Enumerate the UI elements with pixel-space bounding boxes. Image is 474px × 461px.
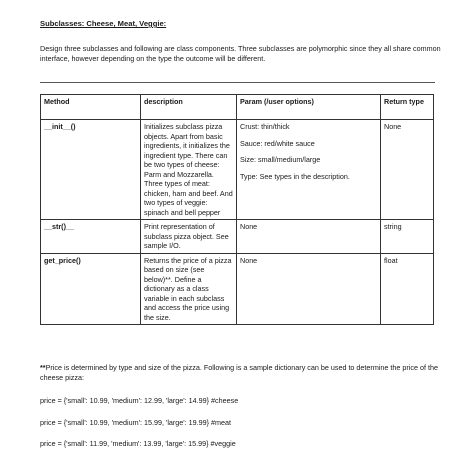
method-name: __str()__ bbox=[41, 220, 141, 254]
note-text: Price is determined by type and size of the pizza. Following is a sample dictionary can be used to determine the price of the cheese pizza: bbox=[40, 363, 438, 382]
param-item: None bbox=[240, 255, 258, 265]
header-method: Method bbox=[41, 95, 141, 120]
section-heading: Subclasses: Cheese, Meat, Veggie: bbox=[40, 19, 167, 28]
method-description: Returns the price of a pizza based on size (see below)**. Define a dictionary as a class variable in each subclass and access the price using the size. bbox=[141, 253, 237, 325]
header-params: Param (/user options) bbox=[237, 95, 381, 120]
param-item: None bbox=[240, 222, 258, 231]
param-item: Crust: thin/thick bbox=[240, 122, 290, 131]
method-return-type: None bbox=[381, 120, 434, 220]
price-dict-veggie: price = {'small': 11.99, 'medium': 13.99, 'large': 15.99} #veggie bbox=[40, 439, 236, 448]
method-params bbox=[237, 220, 381, 254]
header-return-type: Return type bbox=[381, 95, 434, 120]
horizontal-rule bbox=[40, 82, 435, 83]
header-description: description bbox=[141, 95, 237, 120]
table-row bbox=[41, 253, 434, 325]
methods-table bbox=[40, 94, 434, 325]
price-note bbox=[40, 363, 440, 382]
param-item: Size: small/medium/large bbox=[240, 155, 321, 164]
method-return-type: string bbox=[381, 220, 434, 254]
param-item: Sauce: red/white sauce bbox=[240, 138, 315, 148]
intro-paragraph: Design three subclasses and following are class components. Three subclasses are polymorphic since they all share common interface, however depending on the type the outcome will be different. bbox=[40, 44, 441, 63]
price-dict-meat: price = {'small': 10.99, 'medium': 15.99, 'large': 19.99} #meat bbox=[40, 418, 232, 427]
method-name: get_price() bbox=[41, 253, 141, 325]
price-dict-cheese: price = {'small': 10.99, 'medium': 12.99, 'large': 14.99} #cheese bbox=[40, 396, 239, 405]
method-return-type: float bbox=[381, 253, 434, 325]
table-header-row bbox=[41, 95, 434, 120]
method-description: Print representation of subclass pizza object. See sample I/O. bbox=[141, 220, 237, 254]
table-row bbox=[41, 220, 434, 254]
method-params bbox=[237, 120, 381, 220]
param-item: Type: See types in the description. bbox=[240, 171, 350, 181]
note-marker: ** bbox=[40, 363, 46, 372]
table-row bbox=[41, 120, 434, 220]
method-name: __init__() bbox=[41, 120, 141, 220]
method-params bbox=[237, 253, 381, 325]
method-description: Initializes subclass pizza objects. Apart from basic ingredients, it initializes the ingredient type. There can be two types of cheese: Parm and Mozzarella. Three types of meat: chicken, ham and beef. And two types of veggie: spinach and bell pepper bbox=[141, 120, 237, 220]
